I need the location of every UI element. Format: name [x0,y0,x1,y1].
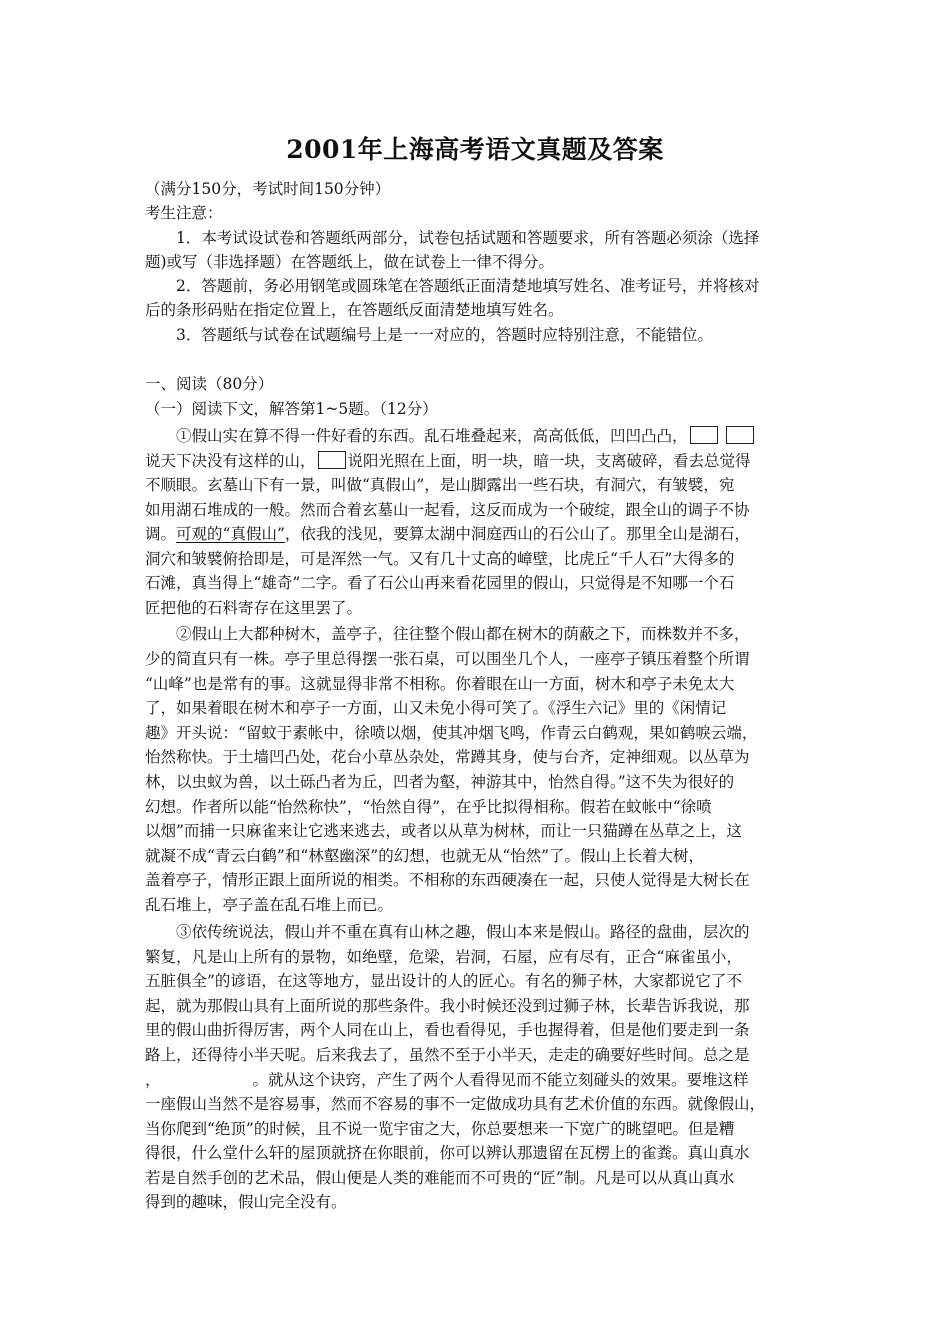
p2-line-1: ②假山上大都种树木，盖亭子，往往整个假山都在树木的荫蔽之下，而株数并不多， [176,625,750,643]
p1-text: ，依我的浅见，要算太湖中洞庭西山的石公山了。那里全山是湖石， [284,525,750,543]
exam-info: （满分150分，考试时间150分钟） [145,180,391,198]
p2-line-10: 就凝不成“青云白鹤”和“林壑幽深”的幻想，也就无从“怡然”了。假山上长着大树， [145,847,705,865]
p1-text: 说天下决没有这样的山， [145,452,316,470]
p3-line-12: 得到的趣味，假山完全没有。 [145,1193,347,1211]
p2-line-11: 盖着亭子，情形正跟上面所说的相类。不相称的东西硬凑在一起，只使人觉得是大树长在 [145,871,750,889]
p3-text: 。就从这个诀窍，产生了两个人看得见而不能立刻碰头的效果。要堆这样 [252,1071,749,1089]
notice-3: 3．答题纸与试卷在试题编号上是一一对应的，答题时应特别注意，不能错位。 [176,326,713,344]
p2-line-5: 趣》开头说：“留蚊于素帐中，徐喷以烟，使其冲烟飞鸣，作青云白鹤观，果如鹤唳云端， [145,724,758,742]
p1-text: 说阳光照在上面，明一块，暗一块，支离破碎，看去总觉得 [347,452,751,470]
p3-text: ， [145,1071,161,1089]
p2-line-9: 以烟”而捕一只麻雀来让它逃来逃去，或者以从草为树林，而让一只猫蹲在丛草之上，这 [145,822,742,840]
page-title: 2001年上海高考语文真题及答案 [286,135,664,164]
p2-line-6: 怡然称快。于土墙凹凸处，花台小草丛杂处，常蹲其身，使与台齐，定神细观。以丛草为 [145,748,750,766]
p1-text: ①假山实在算不得一件好看的东西。乱石堆叠起来，高高低低，凹凹凸凸， [176,427,688,445]
notice-1-line-2: 题)或写（非选择题）在答题纸上，做在试卷上一律不得分。 [145,253,555,271]
p3-line-9: 当你爬到“绝顶”的时候，且不说一览宇宙之大，你总要想来一下宽广的眺望吧。但是糟 [145,1120,735,1138]
answer-blank-3[interactable] [318,451,346,469]
p3-line-8: 一座假山当然不是容易事，然而不容易的事不一定做成功具有艺术价值的东西。就像假山， [145,1095,766,1113]
p3-line-10: 得很，什么堂什么轩的屋顶就挤在你眼前，你可以辨认那遗留在瓦楞上的雀粪。真山真水 [145,1144,750,1162]
p1-line-1 [176,424,756,448]
p2-line-8: 幻想。作者所以能“怡然称快”，“怡然自得”，在乎比拟得相称。假若在蚊帐中“徐喷 [145,798,712,816]
p2-line-3: “山峰”也是常有的事。这就显得非常不相称。你着眼在山一方面，树木和亭子未免太大 [145,675,735,693]
p1-line-2 [145,449,751,473]
p3-line-1: ③依传统说法，假山并不重在真有山林之趣，假山本来是假山。路径的盘曲，层次的 [176,923,750,941]
underlined-phrase: 可观的“真假山” [176,525,285,543]
p1-line-3: 不顺眼。玄墓山下有一景，叫做“真假山”，是山脚露出一些石块，有洞穴，有皱襞，宛 [145,476,735,494]
p3-line-6: 路上，还得待小半天呢。后来我去了，虽然不至于小半天，走走的确要好些时间。总之是 [145,1046,750,1064]
p1-text: 调。 [145,525,177,543]
p1-line-8: 匠把他的石料寄存在这里罢了。 [145,599,363,617]
p2-line-2: 少的简直只有一株。亭子里总得摆一张石桌，可以围坐几个人，一座亭子镇压着整个所谓 [145,650,750,668]
p1-line-5 [145,522,750,546]
p2-line-7: 林，以虫蚁为兽，以土砾凸者为丘，凹者为壑，神游其中，怡然自得。”这不失为很好的 [145,773,735,791]
answer-blank-1[interactable] [690,426,718,444]
p2-line-12: 乱石堆上，亭子盖在乱石堆上而已。 [145,896,394,914]
p2-line-4: 了，如果着眼在树木和亭子一方面，山又未免小得可笑了。《浮生六记》里的《闲情记 [145,699,727,717]
answer-blank-2[interactable] [726,426,754,444]
p3-line-7 [145,1068,749,1092]
notice-1-line-1: 1．本考试设试卷和答题纸两部分，试卷包括试题和答题要求，所有答题必须涂（选择 [176,229,760,247]
section-heading: 一、阅读（80分） [145,375,274,393]
notice-2-line-1: 2．答题前，务必用钢笔或圆珠笔在答题纸正面清楚地填写姓名、准考证号，并将核对 [176,277,760,295]
p1-line-7: 石滩，真当得上“雄奇”二字。看了石公山再来看花园里的假山，只觉得是不知哪一个石 [145,574,735,592]
p3-line-4: 起，就为那假山具有上面所说的那些条件。我小时候还没到过狮子林，长辈告诉我说，那 [145,997,750,1015]
p3-line-3: 五脏俱全”的谚语，在这等地方，显出设计的人的匠心。有名的狮子林，大家都说它了不 [145,972,742,990]
notice-heading: 考生注意： [145,204,223,222]
p3-line-11: 若是自然手创的艺术品，假山便是人类的难能而不可贵的“匠”制。凡是可以从真山真水 [145,1169,735,1187]
p3-line-5: 里的假山曲折得厉害，两个人同在山上，看也看得见，手也握得着，但是他们要走到一条 [145,1021,750,1039]
p3-line-2: 繁复，凡是山上所有的景物，如绝壁，危梁，岩洞，石屋，应有尽有，正合“麻雀虽小， [145,948,742,966]
p1-line-6: 洞穴和皱襞俯拾即是，可是浑然一气。又有几十丈高的嶂壁，比虎丘“千人石”大得多的 [145,550,735,568]
part-heading: （一）阅读下文，解答第1~5题。（12分） [145,400,438,418]
notice-2-line-2: 后的条形码贴在指定位置上，在答题纸反面清楚地填写姓名。 [145,301,564,319]
p1-line-4: 如用湖石堆成的一般。然而合着玄墓山一起看，这反而成为一个破绽，跟全山的调子不协 [145,501,750,519]
